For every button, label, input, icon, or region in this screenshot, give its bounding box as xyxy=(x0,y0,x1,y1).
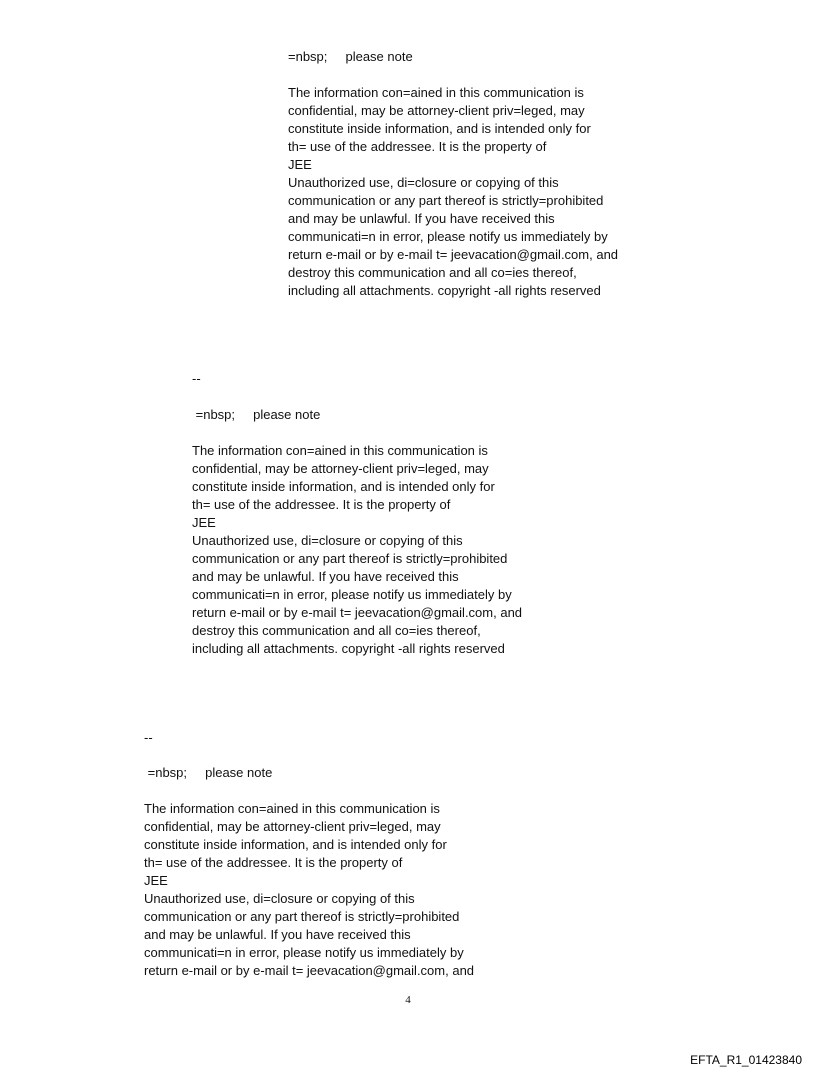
disclaimer-line: communicati=n in error, please notify us immediately by xyxy=(288,229,608,244)
disclaimer-line: Unauthorized use, di=closure or copying of this xyxy=(144,891,415,906)
disclaimer-line: communicati=n in error, please notify us immediately by xyxy=(144,945,464,960)
disclaimer-line: and may be unlawful. If you have received this xyxy=(288,211,555,226)
note-line: =nbsp; please note xyxy=(195,407,321,422)
page-number: 4 xyxy=(405,994,411,1006)
disclaimer-line: confidential, may be attorney-client priv=leged, may xyxy=(192,461,489,476)
disclaimer-line: constitute inside information, and is intended only for xyxy=(192,479,495,494)
disclaimer-line: destroy this communication and all co=ies thereof, xyxy=(192,623,481,638)
disclaimer-line: communication or any part thereof is strictly=prohibited xyxy=(144,909,460,924)
disclaimer-line: constitute inside information, and is intended only for xyxy=(288,121,591,136)
disclaimer-line: and may be unlawful. If you have received this xyxy=(144,927,411,942)
disclaimer-line: JEE xyxy=(288,157,312,172)
disclaimer-line: JEE xyxy=(192,515,216,530)
disclaimer-line: return e-mail or by e-mail t= jeevacation@gmail.com, and xyxy=(288,247,619,262)
disclaimer-line: Unauthorized use, di=closure or copying of this xyxy=(192,533,463,548)
disclaimer-line: including all attachments. copyright -all rights reserved xyxy=(288,283,601,298)
disclaimer-block-2 xyxy=(192,406,522,658)
disclaimer-line: communication or any part thereof is strictly=prohibited xyxy=(192,551,508,566)
disclaimer-line: communication or any part thereof is strictly=prohibited xyxy=(288,193,604,208)
document-id: EFTA_R1_01423840 xyxy=(690,1053,802,1067)
separator: -- xyxy=(144,730,153,745)
disclaimer-line: including all attachments. copyright -all rights reserved xyxy=(192,641,505,656)
disclaimer-line: destroy this communication and all co=ies thereof, xyxy=(288,265,577,280)
disclaimer-line: communicati=n in error, please notify us immediately by xyxy=(192,587,512,602)
disclaimer-block-1 xyxy=(288,48,618,300)
disclaimer-block-3 xyxy=(144,764,474,980)
disclaimer-line: th= use of the addressee. It is the property of xyxy=(192,497,451,512)
disclaimer-line: constitute inside information, and is intended only for xyxy=(144,837,447,852)
disclaimer-line: return e-mail or by e-mail t= jeevacation@gmail.com, and xyxy=(144,963,475,978)
disclaimer-line: The information con=ained in this communication is xyxy=(288,85,584,100)
disclaimer-line: JEE xyxy=(144,873,168,888)
disclaimer-line: Unauthorized use, di=closure or copying of this xyxy=(288,175,559,190)
disclaimer-line: th= use of the addressee. It is the property of xyxy=(288,139,547,154)
separator: -- xyxy=(192,371,201,386)
disclaimer-line: return e-mail or by e-mail t= jeevacation@gmail.com, and xyxy=(192,605,523,620)
disclaimer-line: th= use of the addressee. It is the property of xyxy=(144,855,403,870)
note-line: =nbsp; please note xyxy=(147,765,273,780)
disclaimer-line: The information con=ained in this communication is xyxy=(192,443,488,458)
note-line: =nbsp; please note xyxy=(288,49,413,64)
disclaimer-line: confidential, may be attorney-client priv=leged, may xyxy=(144,819,441,834)
disclaimer-line: confidential, may be attorney-client priv=leged, may xyxy=(288,103,585,118)
disclaimer-line: and may be unlawful. If you have received this xyxy=(192,569,459,584)
disclaimer-line: The information con=ained in this communication is xyxy=(144,801,440,816)
